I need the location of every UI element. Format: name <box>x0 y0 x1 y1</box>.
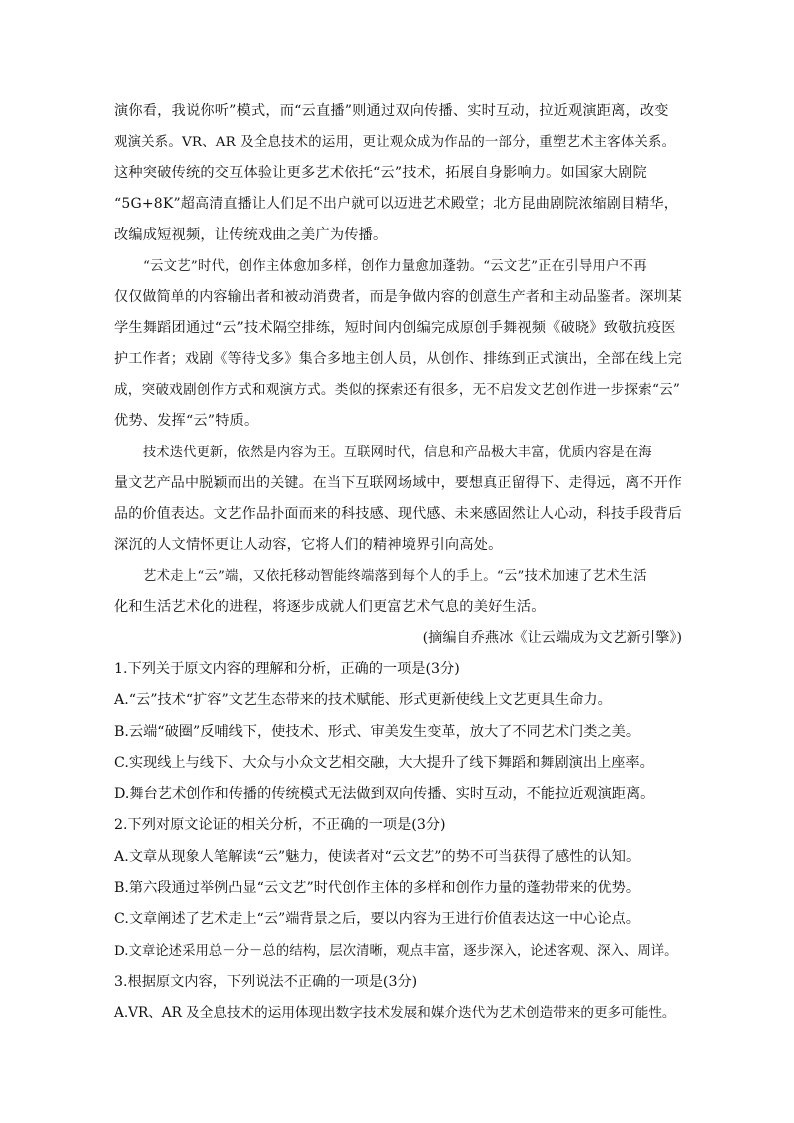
document-content <box>114 96 682 1030</box>
question-stem: 2.下列对原文论证的相关分析，不正确的一项是(3分) <box>114 817 446 834</box>
text-line: 护工作者；戏剧《等待戈多》集合多地主创人员，从创作、排练到正式演出，全部在线上完 <box>114 351 682 367</box>
question-stem: 3.根据原文内容，下列说法不正确的一项是(3分) <box>114 973 418 990</box>
text-line: 化和生活艺术化的进程，将逐步成就人们更富艺术气息的美好生活。 <box>114 599 546 615</box>
option-a: A.“云”技术“扩容”文艺生态带来的技术赋能、形式更新使线上文艺更具生命力。 <box>114 692 612 709</box>
paragraph-content-king <box>114 437 682 561</box>
question-1 <box>114 654 682 810</box>
paragraph-conclusion <box>114 561 682 623</box>
option-b: B.第六段通过举例凸显“云文艺”时代创作主体的多样和创作力量的蓬勃带来的优势。 <box>114 880 641 897</box>
text-line: “云文艺”时代，创作主体愈加多样，创作力量愈加蓬勃。“云文艺”正在引导用户不再 <box>143 259 647 274</box>
text-line: 艺术走上“云”端，又依托移动智能终端落到每个人的手上。“云”技术加速了艺术生活 <box>143 569 647 584</box>
question-stem: 1.下列关于原文内容的理解和分析，正确的一项是(3分) <box>114 661 460 677</box>
text-line: 改编成短视频，让传统戏曲之美广为传播。 <box>114 227 388 243</box>
text-line: 量文艺产品中脱颖而出的关键。在当下互联网场域中，要想真正留得下、走得远，离不开作 <box>114 475 682 491</box>
source-citation: (摘编自乔燕冰《让云端成为文艺新引擎》) <box>422 630 682 646</box>
option-c: C.文章阐述了艺术走上“云”端背景之后，要以内容为王进行价值表达这一中心论点。 <box>114 911 640 928</box>
option-a: A.VR、AR 及全息技术的运用体现出数字技术发展和媒介迭代为艺术创造带来的更多可能性。 <box>114 1005 676 1022</box>
text-line: 深沉的人文情怀更让人动容，它将人们的精神境界引向高处。 <box>114 537 503 553</box>
paragraph-cloud-era <box>114 251 682 437</box>
option-d: D.文章论述采用总－分－总的结构，层次清晰，观点丰富，逐步深入，论述客观、深入、周详。 <box>114 943 678 959</box>
text-line: 仅仅做简单的内容输出者和被动消费者，而是争做内容的创意生产者和主动品鉴者。深圳某 <box>114 289 682 305</box>
text-line: 技术迭代更新，依然是内容为王。互联网时代，信息和产品极大丰富，优质内容是在海 <box>143 445 652 460</box>
text-line: 优势、发挥“云”特质。 <box>114 413 259 429</box>
text-line: 品的价值表达。文艺作品扑面而来的科技感、现代感、未来感固然让人心动，科技手段背后 <box>114 506 682 522</box>
text-line: 这种突破传统的交互体验让更多艺术依托“云”技术，拓展自身影响力。如国家大剧院 <box>114 165 647 181</box>
option-a: A.文章从现象人笔解读“云”魅力，使读者对“云文艺”的势不可当获得了感性的认知。 <box>114 848 641 865</box>
text-line: “5G+8K”超高清直播让人们足不出户就可以迈进艺术殿堂；北方昆曲剧院浓缩剧目精华， <box>114 196 678 212</box>
text-line: 学生舞蹈团通过“云”技术隔空排练，短时间内创编完成原创手舞视频《破晓》致敬抗疫医 <box>114 320 676 336</box>
text-line: 观演关系。VR、AR 及全息技术的运用，更让观众成为作品的一部分，重塑艺术主客体关系。 <box>114 135 676 150</box>
question-2 <box>114 810 682 966</box>
question-3 <box>114 967 682 1030</box>
option-d: D.舞台艺术创作和传播的传统模式无法做到双向传播、实时互动，不能拉近观演距离。 <box>114 786 655 803</box>
text-line: 成，突破戏剧创作方式和观演方式。类似的探索还有很多，无不启发文艺创作进一步探索“云” <box>114 382 681 398</box>
text-line: 演你看，我说你听”模式，而“云直播”则通过双向传播、实时互动，拉近观演距离，改变 <box>114 103 669 119</box>
option-b: B.云端“破圈”反哺线下，使技术、形式、审美发生变革，放大了不同艺术门类之美。 <box>114 723 641 740</box>
option-c: C.实现线上与线下、大众与小众文艺相交融，大大提升了线下舞蹈和舞剧演出上座率。 <box>114 754 654 771</box>
paragraph-continued <box>114 96 682 251</box>
